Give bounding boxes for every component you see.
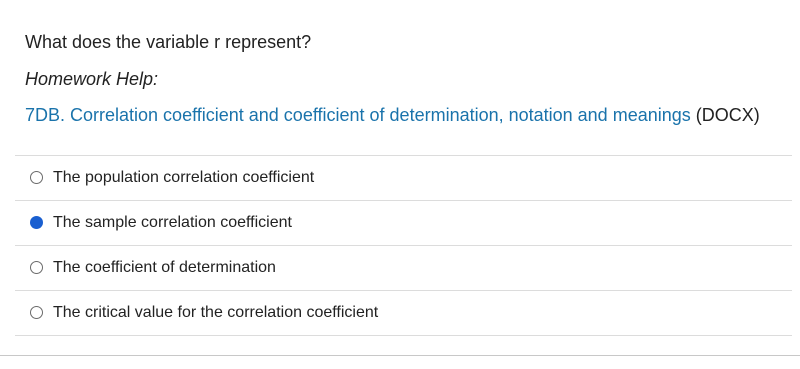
answer-option-label: The critical value for the correlation coefficient	[53, 304, 379, 321]
answer-option-label: The coefficient of determination	[53, 259, 276, 276]
answer-option[interactable]	[15, 201, 792, 246]
answer-option[interactable]	[15, 246, 792, 291]
radio-button[interactable]	[30, 216, 43, 229]
bottom-divider	[0, 355, 800, 356]
answer-option-label: The sample correlation coefficient	[53, 214, 292, 231]
answer-option-label: The population correlation coefficient	[53, 169, 315, 186]
answer-option[interactable]	[15, 291, 792, 336]
homework-help-resource	[25, 104, 760, 126]
answer-option[interactable]	[15, 156, 792, 201]
question-text: What does the variable r represent?	[25, 32, 312, 52]
file-type-label: (DOCX)	[695, 105, 760, 125]
homework-help-link[interactable]: 7DB. Correlation coefficient and coefficient of determination, notation and meanings	[25, 105, 691, 125]
radio-button[interactable]	[30, 306, 43, 319]
radio-button[interactable]	[30, 261, 43, 274]
answer-options	[15, 155, 792, 336]
radio-button[interactable]	[30, 171, 43, 184]
homework-help-heading: Homework Help:	[25, 69, 159, 89]
